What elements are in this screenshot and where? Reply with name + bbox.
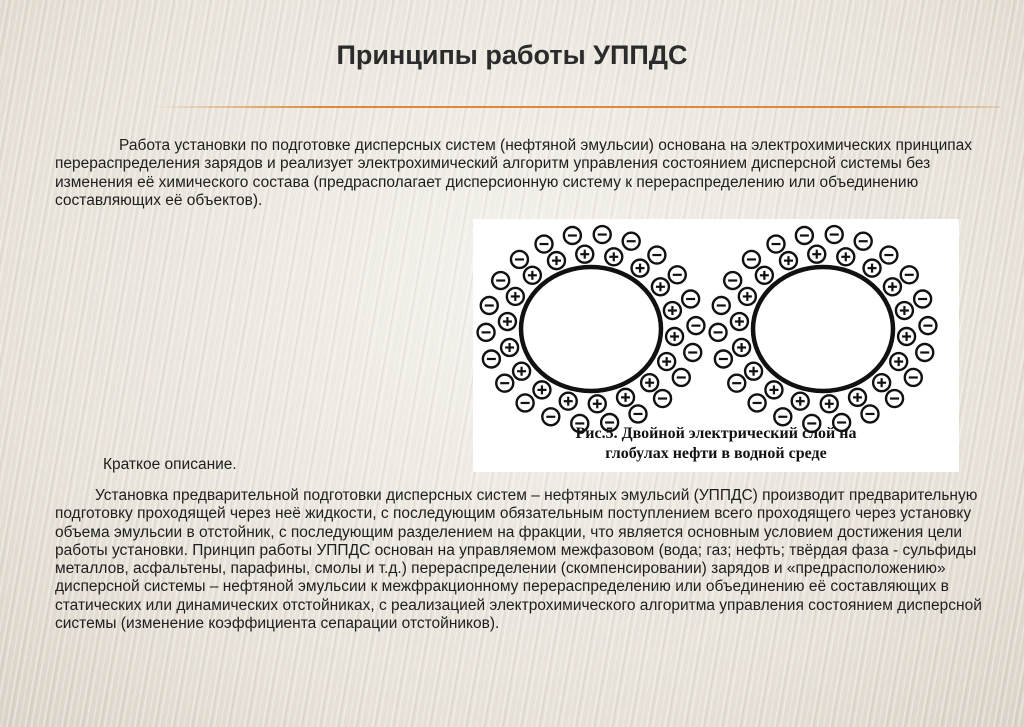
- negative-ion-icon: [796, 227, 813, 244]
- positive-ion-icon: [560, 393, 577, 410]
- negative-ion-icon: [919, 317, 936, 334]
- negative-ion-icon: [743, 251, 760, 268]
- positive-ion-icon: [664, 302, 681, 319]
- negative-ion-icon: [594, 226, 611, 243]
- negative-ion-icon: [654, 390, 671, 407]
- positive-ion-icon: [733, 339, 750, 356]
- positive-ion-icon: [739, 288, 756, 305]
- negative-ion-icon: [536, 236, 553, 253]
- positive-ion-icon: [658, 353, 675, 370]
- positive-ion-icon: [617, 389, 634, 406]
- negative-ion-icon: [511, 251, 528, 268]
- negative-ion-icon: [629, 405, 646, 422]
- negative-ion-icon: [673, 369, 690, 386]
- positive-ion-icon: [533, 381, 550, 398]
- positive-ion-icon: [524, 267, 541, 284]
- positive-ion-icon: [589, 395, 606, 412]
- positive-ion-icon: [507, 288, 524, 305]
- positive-ion-icon: [513, 363, 530, 380]
- page-title: Принципы работы УППДС: [336, 40, 688, 70]
- positive-ion-icon: [821, 395, 838, 412]
- negative-ion-icon: [684, 344, 701, 361]
- negative-ion-icon: [914, 291, 931, 308]
- negative-ion-icon: [564, 227, 581, 244]
- negative-ion-icon: [478, 324, 495, 341]
- oil-globule-1: [478, 226, 705, 432]
- negative-ion-icon: [648, 247, 665, 264]
- positive-ion-icon: [896, 302, 913, 319]
- title-divider: [150, 106, 1000, 108]
- negative-ion-icon: [880, 247, 897, 264]
- negative-ion-icon: [517, 394, 534, 411]
- negative-ion-icon: [728, 375, 745, 392]
- positive-ion-icon: [873, 374, 890, 391]
- figure-caption-line-2: глобулах нефти в водной среде: [605, 445, 827, 462]
- positive-ion-icon: [808, 246, 825, 263]
- description-paragraph-text: Установка предварительной подготовки дисперсных систем – нефтяных эмульсий (УППДС) производит предварительную подготовку проходящей через неё жидкости, с последующим обязательным поступлением всего проходящего через установку объема эмульсии в отстойник, с последующим разделением на фракции, что является основным условием достижения цели работы установки. Принцип работы УППДС основан на управляемом межфазовом (вода; газ; нефть; твёрдая фаза - сульфиды металлов, асфальтены, парафины, смолы и т.д.) перераспределении (скомпенсировании) зарядов и «предрасположению» дисперсной системы – нефтяной эмульсии к межфракционному перераспределению или объединению её составляющих в статических или динамических отстойниках, с реализацией электрохимического алгоритма управления состоянием дисперсной системы (изменение коэффициента сепарации отстойников).: [55, 487, 982, 633]
- positive-ion-icon: [666, 328, 683, 345]
- negative-ion-icon: [713, 297, 730, 314]
- description-paragraph: [55, 487, 985, 633]
- negative-ion-icon: [905, 369, 922, 386]
- positive-ion-icon: [780, 252, 797, 269]
- positive-ion-icon: [756, 267, 773, 284]
- positive-ion-icon: [632, 260, 649, 277]
- positive-ion-icon: [605, 248, 622, 265]
- positive-ion-icon: [898, 328, 915, 345]
- negative-ion-icon: [861, 405, 878, 422]
- negative-ion-icon: [724, 272, 741, 289]
- intro-paragraph: [55, 137, 985, 210]
- positive-ion-icon: [641, 374, 658, 391]
- negative-ion-icon: [682, 291, 699, 308]
- figure-caption-line-1: Рис.5. Двойной электрический слой на: [575, 425, 857, 442]
- negative-ion-icon: [774, 408, 791, 425]
- positive-ion-icon: [731, 313, 748, 330]
- negative-ion-icon: [715, 350, 732, 367]
- oil-globule-2: [710, 226, 937, 432]
- negative-ion-icon: [623, 233, 640, 250]
- double-layer-figure: [473, 219, 959, 472]
- negative-ion-icon: [687, 317, 704, 334]
- negative-ion-icon: [481, 297, 498, 314]
- positive-ion-icon: [864, 260, 881, 277]
- positive-ion-icon: [884, 278, 901, 295]
- negative-ion-icon: [749, 394, 766, 411]
- positive-ion-icon: [576, 246, 593, 263]
- positive-ion-icon: [890, 353, 907, 370]
- negative-ion-icon: [916, 344, 933, 361]
- negative-ion-icon: [483, 350, 500, 367]
- positive-ion-icon: [652, 278, 669, 295]
- negative-ion-icon: [901, 266, 918, 283]
- negative-ion-icon: [855, 233, 872, 250]
- positive-ion-icon: [765, 381, 782, 398]
- positive-ion-icon: [499, 313, 516, 330]
- positive-ion-icon: [837, 248, 854, 265]
- positive-ion-icon: [792, 393, 809, 410]
- positive-ion-icon: [501, 339, 518, 356]
- positive-ion-icon: [745, 363, 762, 380]
- negative-ion-icon: [710, 324, 727, 341]
- negative-ion-icon: [492, 272, 509, 289]
- negative-ion-icon: [768, 236, 785, 253]
- intro-paragraph-text: Работа установки по подготовке дисперсных систем (нефтяной эмульсии) основана на электрохимических принципах перераспределения зарядов и реализует электрохимический алгоритм управления состоянием дисперсной системы без изменения её химического состава (предрасполагает дисперсионную систему к перераспределению или объединению составляющих её объектов).: [55, 137, 972, 209]
- negative-ion-icon: [886, 390, 903, 407]
- negative-ion-icon: [826, 226, 843, 243]
- positive-ion-icon: [548, 252, 565, 269]
- positive-ion-icon: [849, 389, 866, 406]
- subheading: Краткое описание.: [103, 456, 237, 473]
- negative-ion-icon: [669, 266, 686, 283]
- negative-ion-icon: [542, 408, 559, 425]
- figure-caption: [473, 424, 959, 464]
- negative-ion-icon: [496, 375, 513, 392]
